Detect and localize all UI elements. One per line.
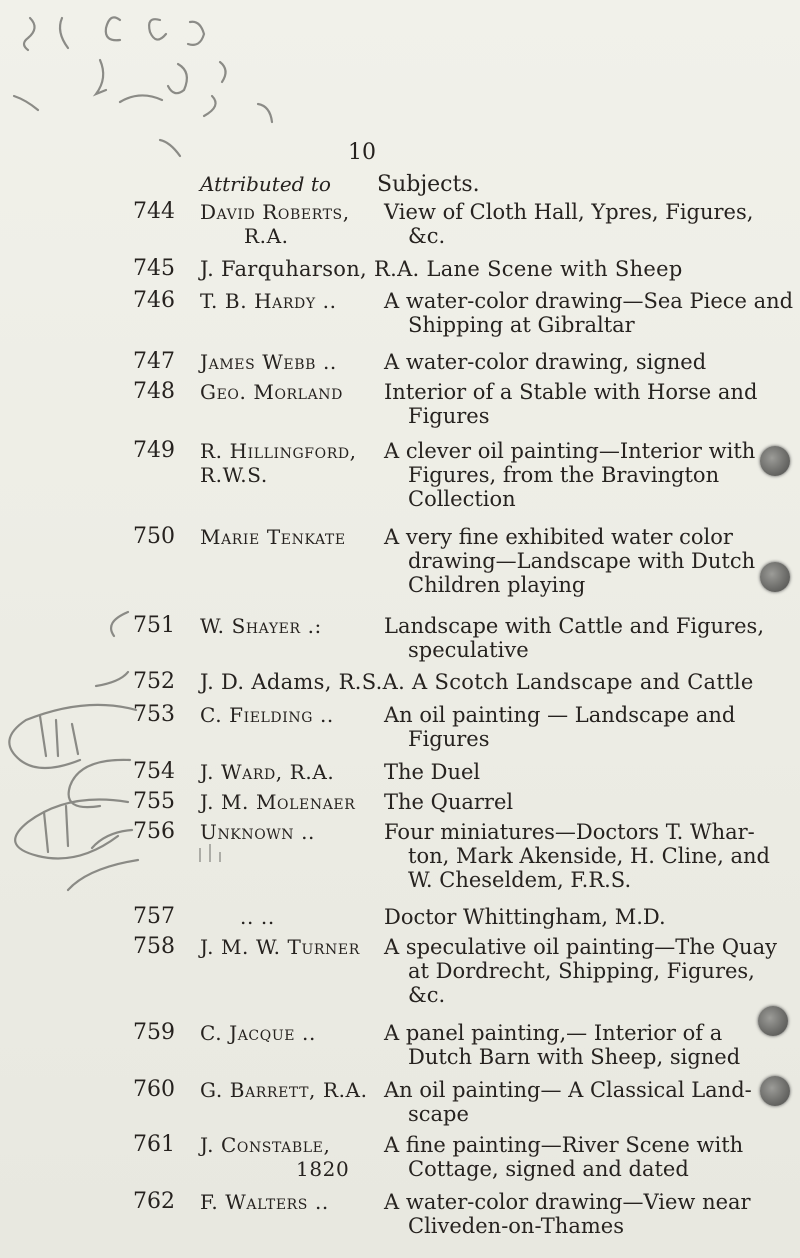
lot-number: 746: [133, 288, 175, 313]
lot-subject: Landscape with Cattle and Figures, speculative: [384, 614, 764, 662]
lot-artist-subject: J. Farquharson, R.A. Lane Scene with Sheep: [200, 257, 683, 281]
binding-hole: [758, 1006, 788, 1036]
lot-number: 757: [133, 904, 175, 929]
lot-subject: Interior of a Stable with Horse and Figures: [384, 380, 758, 428]
lot-subject: A very fine exhibited water color drawing—Landscape with Dutch Children playing: [384, 525, 756, 597]
artist-name: David Roberts, R.A.: [200, 200, 350, 248]
lot-artist-subject: J. D. Adams, R.S.A. A Scotch Landscape and Cattle: [200, 670, 754, 694]
column-header-attributed: Attributed to: [200, 172, 331, 196]
artist-name: F. Walters ..: [200, 1190, 329, 1214]
lot-subject: The Quarrel: [384, 790, 514, 814]
lot-number: 748: [133, 379, 175, 404]
lot-number: 754: [133, 759, 175, 784]
lot-subject: A clever oil painting—Interior with Figures, from the Bravington Collection: [384, 439, 756, 511]
artist-name: G. Barrett, R.A.: [200, 1078, 368, 1102]
artist-name: R. Hillingford, R.W.S.: [200, 439, 357, 487]
lot-subject: An oil painting— A Classical Land- scape: [384, 1078, 752, 1126]
artist-name: J. M. Molenaer: [200, 790, 356, 814]
lot-number: 753: [133, 702, 175, 727]
lot-subject: A speculative oil painting—The Quay at Dordrecht, Shipping, Figures, &c.: [384, 935, 777, 1007]
lot-number: 758: [133, 934, 175, 959]
page-number: 10: [348, 140, 376, 165]
lot-number: 747: [133, 349, 175, 374]
lot-number: 756: [133, 819, 175, 844]
lot-number: 750: [133, 524, 175, 549]
lot-number: 751: [133, 613, 175, 638]
lot-subject: Doctor Whittingham, M.D.: [384, 905, 666, 929]
lot-number: 745: [133, 256, 175, 281]
lot-number: 761: [133, 1132, 175, 1157]
lot-subject: A fine painting—River Scene with Cottage, signed and dated: [384, 1133, 744, 1181]
lot-number: 744: [133, 199, 175, 224]
lot-subject: View of Cloth Hall, Ypres, Figures, &c.: [384, 200, 754, 248]
lot-number: 752: [133, 669, 175, 694]
binding-hole: [760, 562, 790, 592]
artist-name: Marie Tenkate: [200, 525, 346, 549]
artist-name: Geo. Morland: [200, 380, 343, 404]
artist-name: .. ..: [240, 905, 275, 929]
lot-number: 749: [133, 438, 175, 463]
artist-name: J. Constable, 1820: [200, 1133, 350, 1181]
lot-subject: A water-color drawing—Sea Piece and Shipping at Gibraltar: [384, 289, 794, 337]
artist-name: C. Fielding ..: [200, 703, 334, 727]
artist-name: C. Jacque ..: [200, 1021, 316, 1045]
artist-name: T. B. Hardy ..: [200, 289, 337, 313]
lot-subject: The Duel: [384, 760, 481, 784]
binding-hole: [760, 1076, 790, 1106]
lot-number: 762: [133, 1189, 175, 1214]
lot-subject: Four miniatures—Doctors T. Whar- ton, Mark Akenside, H. Cline, and W. Cheseldem, F.R.S.: [384, 820, 770, 892]
artist-name: J. Ward, R.A.: [200, 760, 335, 784]
lot-number: 759: [133, 1020, 175, 1045]
lot-subject: An oil painting — Landscape and Figures: [384, 703, 736, 751]
artist-name: Unknown ..: [200, 820, 316, 844]
lot-subject: A water-color drawing—View near Cliveden-on-Thames: [384, 1190, 751, 1238]
lot-subject: A panel painting,— Interior of a Dutch Barn with Sheep, signed: [384, 1021, 741, 1069]
binding-hole: [760, 446, 790, 476]
lot-subject: A water-color drawing, signed: [384, 350, 707, 374]
artist-name: W. Shayer .:: [200, 614, 322, 638]
lot-number: 755: [133, 789, 175, 814]
artist-name: James Webb ..: [200, 350, 337, 374]
lot-number: 760: [133, 1077, 175, 1102]
artist-name: J. M. W. Turner: [200, 935, 360, 959]
column-header-subjects: Subjects.: [377, 172, 480, 197]
